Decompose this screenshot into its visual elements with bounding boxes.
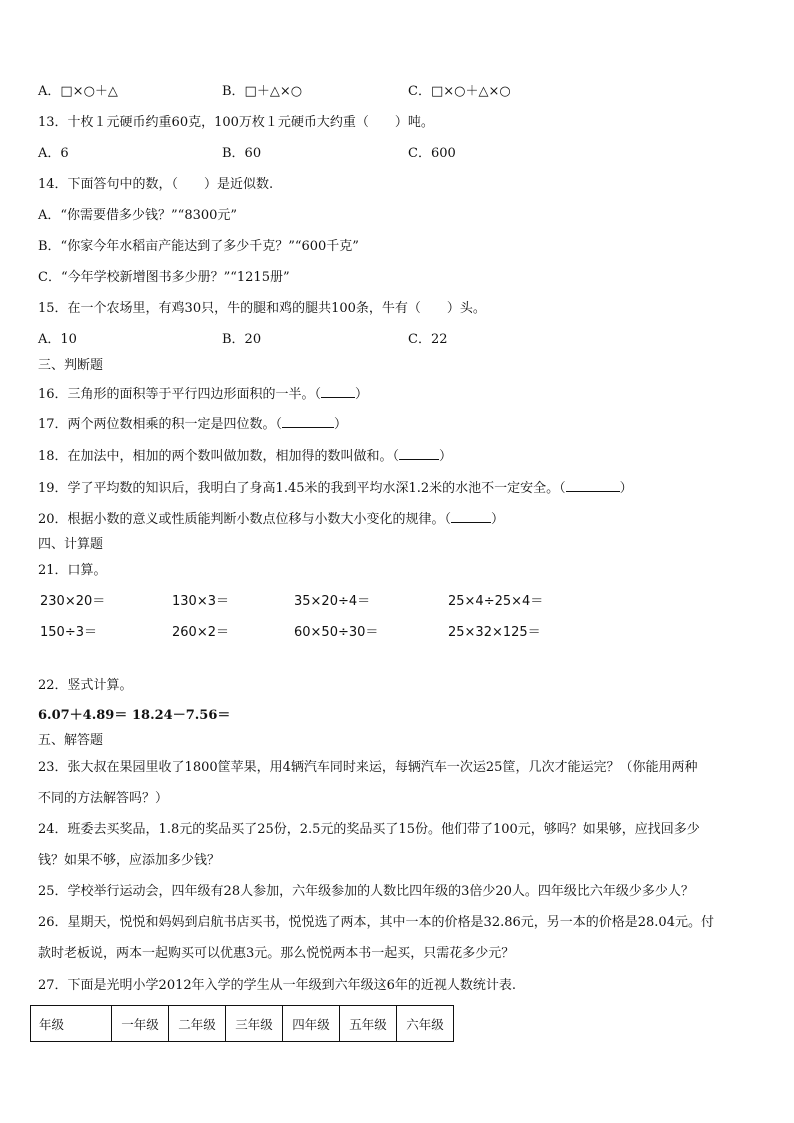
q27-text: 27．下面是光明小学2012年入学的学生从一年级到六年级这6年的近视人数统计表. <box>38 978 517 993</box>
table-header-cell: 年级 <box>31 1006 112 1042</box>
q24-text-line2: 钱？如果不够，应添加多少钱？ <box>38 853 221 868</box>
vertical-calc-item: 18.24－7.56＝ <box>132 708 231 723</box>
q21-title: 21．口算。 <box>38 563 107 578</box>
section-5-heading: 五、解答题 <box>38 733 104 748</box>
table-header-cell: 六年级 <box>397 1006 454 1042</box>
q17-question: 17．两个两位数相乘的积一定是四位数。（ <box>38 417 283 432</box>
q20-answer-blank <box>451 508 491 523</box>
vertical-calc-item: 6.07＋4.89＝ <box>38 708 128 723</box>
table-header-cell: 四年级 <box>283 1006 340 1042</box>
q15-text: 15．在一个农场里，有鸡30只，牛的腿和鸡的腿共100条，牛有（ ）头。 <box>38 301 486 316</box>
q17-text <box>38 413 347 435</box>
q26-text-line1: 26．星期天，悦悦和妈妈到启航书店买书，悦悦选了两本，其中一本的价格是32.86元，另一本的价格是28.04元。付 <box>38 915 714 930</box>
q13-option-c: C．600 <box>408 146 456 161</box>
q15-option-b: B．20 <box>222 332 262 347</box>
q14-option-c: C．“今年学校新增图书多少册？”“1215册” <box>38 270 290 285</box>
myopia-stats-table <box>30 1005 454 1042</box>
q12-option-a: A．□×○＋△ <box>38 84 118 99</box>
q24-text-line1: 24．班委去买奖品，1.8元的奖品买了25份，2.5元的奖品买了15份。他们带了100元，够吗？如果够，应找回多少 <box>38 822 700 837</box>
q17-answer-blank <box>282 413 334 428</box>
q15-option-a: A．10 <box>38 332 77 347</box>
oral-calc-item: 130×3＝ <box>172 594 229 609</box>
oral-calc-item: 25×4÷25×4＝ <box>448 594 544 609</box>
q16-answer-blank <box>321 383 355 398</box>
q14-option-a: A．“你需要借多少钱？”“8300元” <box>38 208 238 223</box>
q23-text-line1: 23．张大叔在果园里收了1800筐苹果，用4辆汽车同时来运，每辆汽车一次运25筐，几次才能运完？（你能用两种 <box>38 760 698 775</box>
section-3-heading: 三、判断题 <box>38 358 104 373</box>
table-header-cell: 一年级 <box>112 1006 169 1042</box>
q25-text: 25．学校举行运动会，四年级有28人参加，六年级参加的人数比四年级的3倍少20人。四年级比六年级少多少人？ <box>38 884 694 899</box>
q12-option-c: C．□×○＋△×○ <box>408 84 511 99</box>
q14-option-b: B．“你家今年水稻亩产能达到了多少千克？”“600千克” <box>38 239 359 254</box>
q20-text <box>38 508 504 530</box>
oral-calc-item: 25×32×125＝ <box>448 625 541 640</box>
q13-option-a: A．6 <box>38 146 69 161</box>
q13-text: 13．十枚１元硬币约重60克，100万枚１元硬币大约重（ ）吨。 <box>38 115 434 130</box>
q17-close-paren: ） <box>334 417 348 432</box>
q16-text <box>38 383 368 405</box>
table-header-cell: 三年级 <box>226 1006 283 1042</box>
q20-question: 20．根据小数的意义或性质能判断小数点位移与小数大小变化的规律。（ <box>38 512 452 527</box>
q16-question: 16．三角形的面积等于平行四边形面积的一半。（ <box>38 387 322 402</box>
q13-option-b: B．60 <box>222 146 262 161</box>
q15-option-c: C．22 <box>408 332 448 347</box>
q19-text <box>38 477 633 499</box>
q18-answer-blank <box>399 445 439 460</box>
table-header-cell: 五年级 <box>340 1006 397 1042</box>
q22-title: 22．竖式计算。 <box>38 678 133 693</box>
q23-text-line2: 不同的方法解答吗？） <box>38 791 169 806</box>
q18-question: 18．在加法中，相加的两个数叫做加数，相加得的数叫做和。（ <box>38 449 400 464</box>
q14-text: 14．下面答句中的数，（ ）是近似数. <box>38 177 274 192</box>
oral-calc-item: 35×20÷4＝ <box>294 594 371 609</box>
oral-calc-item: 150÷3＝ <box>40 625 97 640</box>
section-4-heading: 四、计算题 <box>38 537 104 552</box>
q19-question: 19．学了平均数的知识后，我明白了身高1.45米的我到平均水深1.2米的水池不一定安全。（ <box>38 481 566 496</box>
q19-answer-blank <box>566 477 620 492</box>
table-row <box>31 1006 454 1042</box>
q20-close-paren: ） <box>491 512 505 527</box>
oral-calc-item: 260×2＝ <box>172 625 229 640</box>
q19-close-paren: ） <box>619 481 633 496</box>
table-header-cell: 二年级 <box>169 1006 226 1042</box>
q26-text-line2: 款时老板说，两本一起购买可以优惠3元。那么悦悦两本书一起买，只需花多少元？ <box>38 946 515 961</box>
oral-calc-item: 230×20＝ <box>40 594 106 609</box>
oral-calc-item: 60×50÷30＝ <box>294 625 379 640</box>
q16-close-paren: ） <box>355 387 369 402</box>
q18-close-paren: ） <box>439 449 453 464</box>
q18-text <box>38 445 452 467</box>
q12-option-b: B．□＋△×○ <box>222 84 303 99</box>
